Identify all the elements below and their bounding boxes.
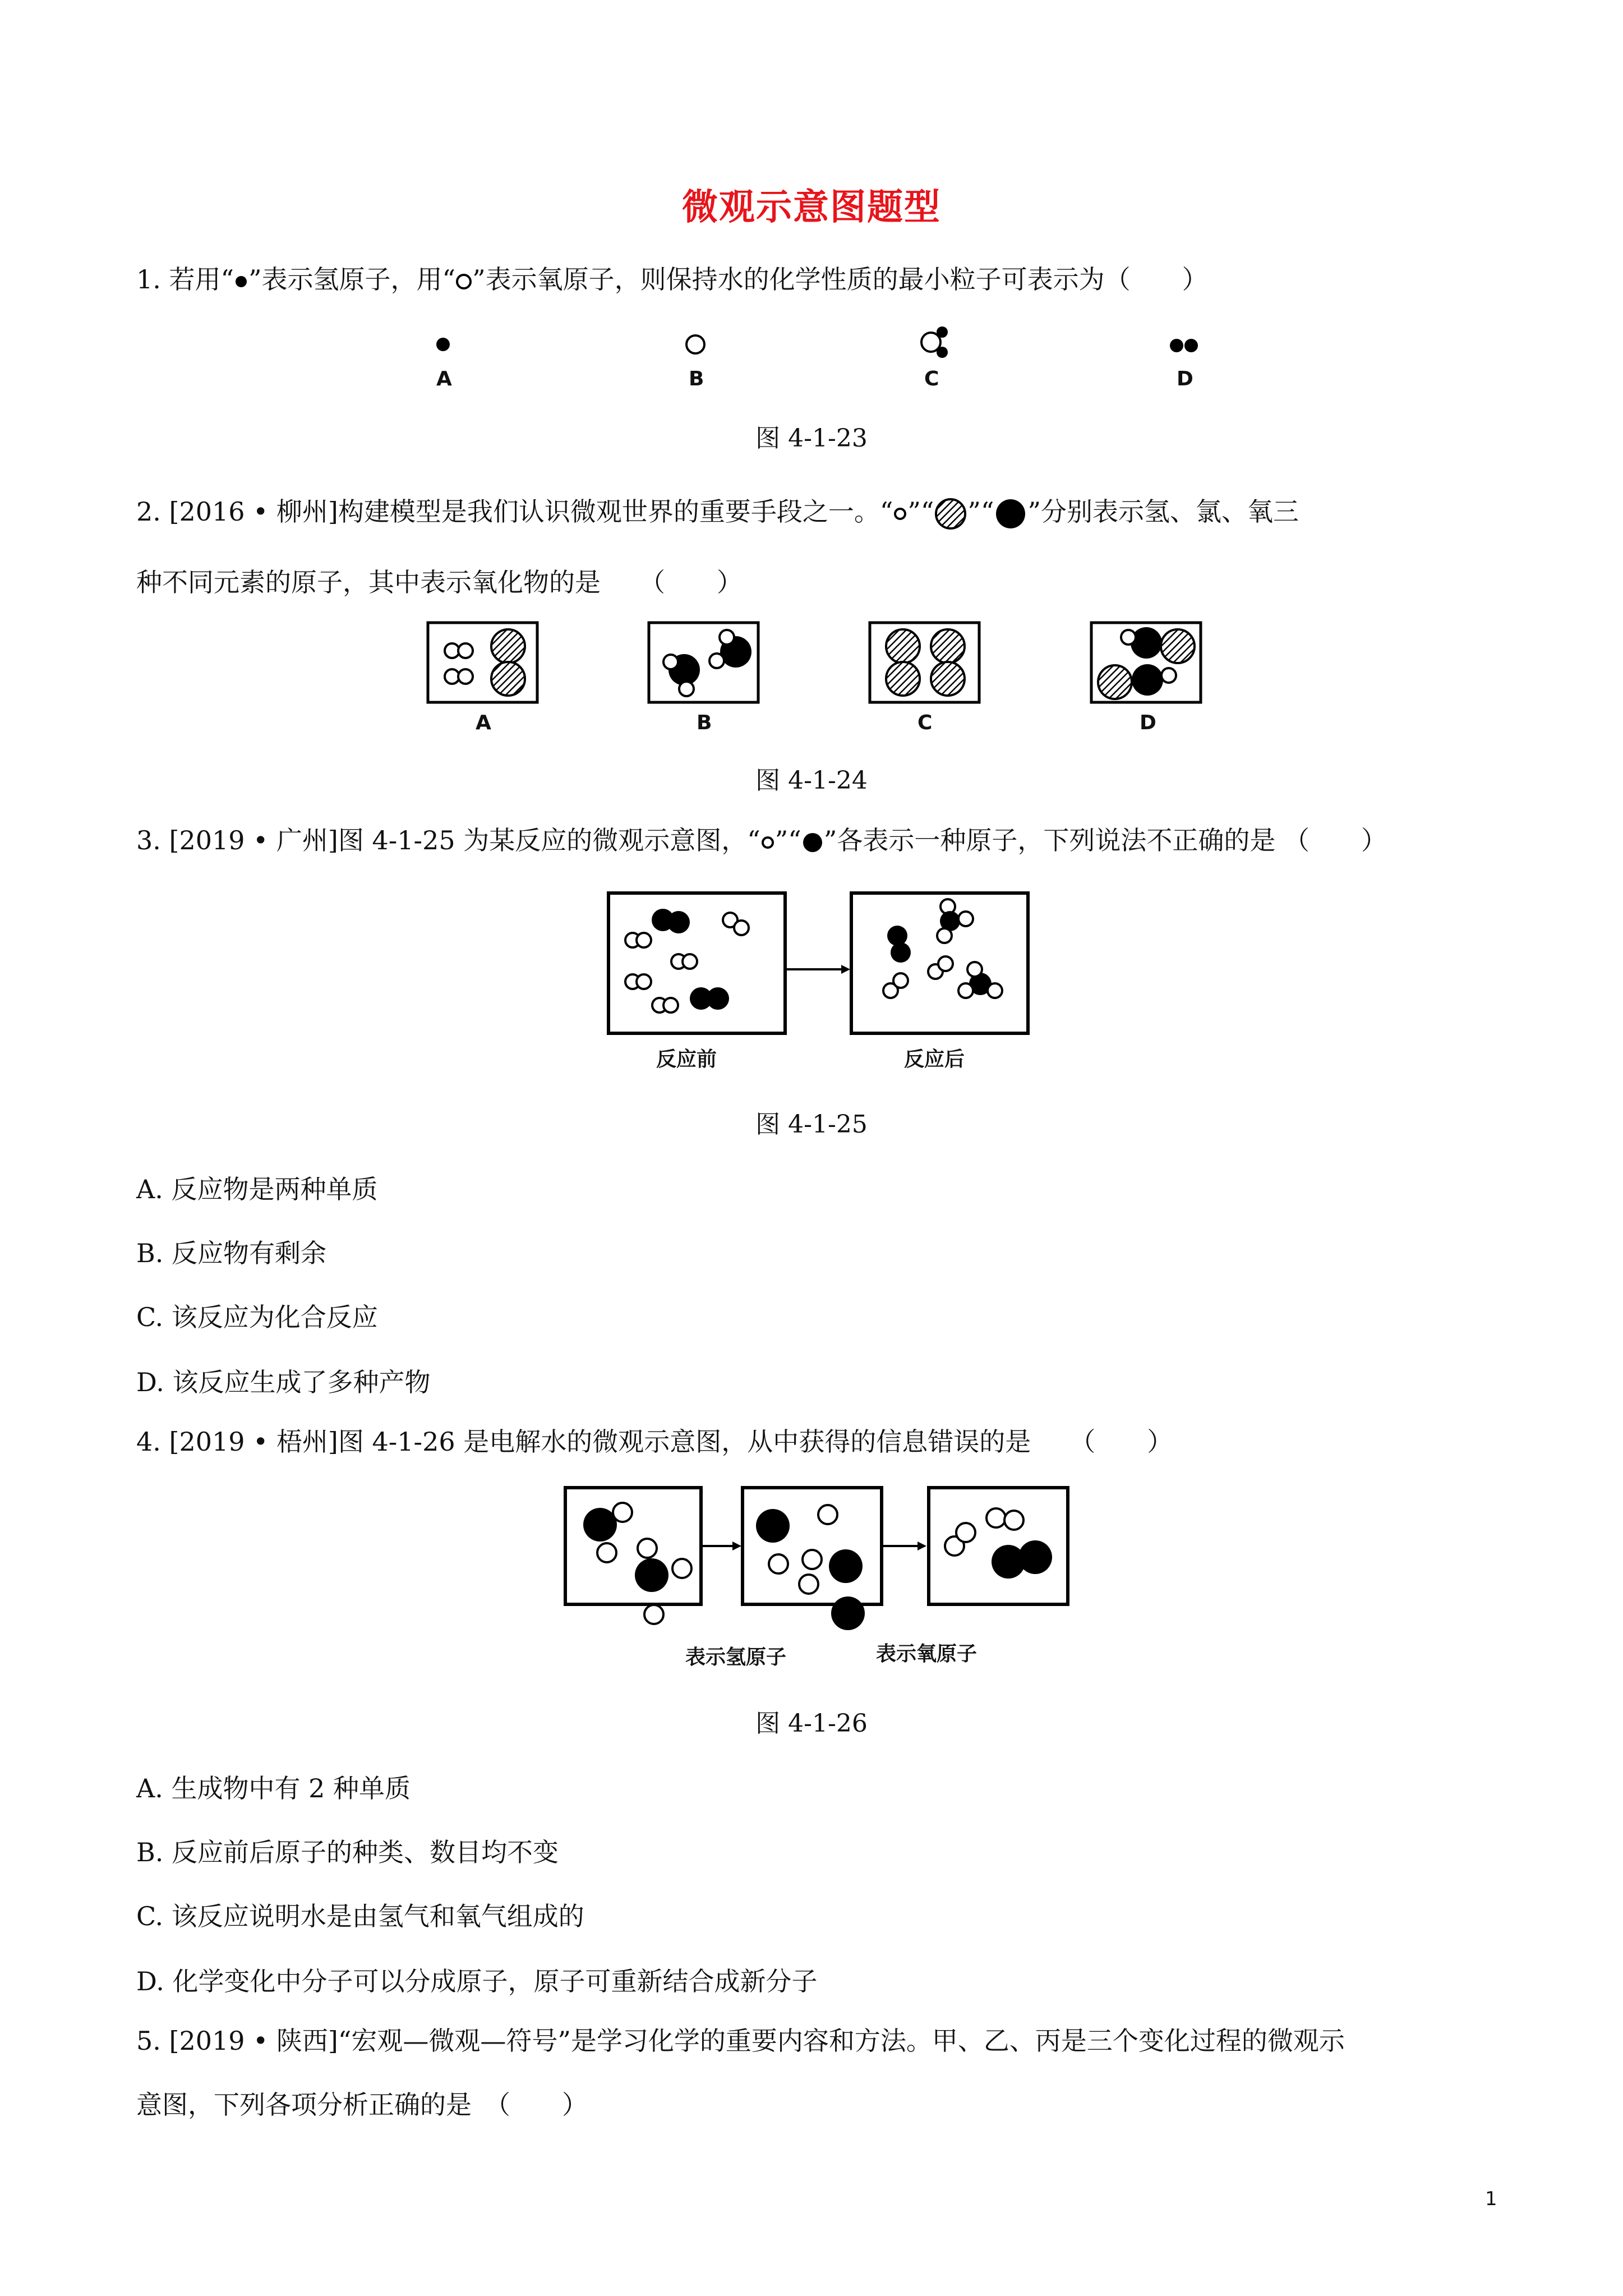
q2-option-c-box: [870, 623, 979, 702]
page-number: 1: [1485, 2188, 1497, 2210]
question-2-line-1: [136, 495, 1299, 531]
figure-caption-4-1-25: 图 4-1-25: [755, 1110, 868, 1139]
oxygen-atom-icon: [455, 273, 472, 290]
q3-text-c: ”各表示一种原子，下列说法不正确的是 （ ）: [823, 825, 1387, 855]
light-atom-icon: [760, 835, 775, 850]
q2-option-a-box: [428, 623, 537, 702]
q3-choice-c: C. 该反应为化合反应: [136, 1302, 378, 1332]
chlorine-atom-icon: [934, 497, 967, 531]
question-2-line-2: 种不同元素的原子，其中表示氧化物的是 （ ）: [136, 567, 743, 597]
question-5-line-2: 意图，下列各项分析正确的是 （ ）: [136, 2090, 588, 2120]
q1-option-b-particle: [686, 335, 704, 353]
oxygen-legend-icon: [831, 1596, 865, 1630]
q4-arrow-1: [701, 1542, 741, 1550]
hydrogen-legend-icon: [644, 1605, 663, 1624]
q1-option-d-molecule: [1170, 339, 1198, 352]
q3-before-box: [608, 893, 785, 1033]
q4-electrolysis-figure: [0, 1485, 1623, 1620]
hydrogen-atom-icon: [893, 507, 907, 521]
q2-option-b-label: B: [697, 711, 712, 734]
q3-reaction-figure: [0, 891, 1623, 1037]
question-3-text: [136, 823, 1387, 857]
q2-text-d: ”分别表示氢、氯、氧三: [1027, 496, 1299, 527]
q3-text-a: 3. [2019 • 广州]图 4-1-25 为某反应的微观示意图，“: [136, 825, 760, 855]
q3-text-b: ”“: [774, 825, 801, 855]
q3-reaction-arrow: [785, 965, 850, 974]
q3-after-label: 反应后: [904, 1048, 965, 1071]
oxygen-atom-icon: [994, 497, 1027, 531]
q4-choice-a: A. 生成物中有 2 种单质: [136, 1773, 411, 1803]
q3-after-box: [851, 893, 1028, 1033]
question-1-text: [136, 263, 1208, 296]
q3-choice-a: A. 反应物是两种单质: [136, 1174, 378, 1204]
q1-option-a-label: A: [436, 367, 452, 390]
q4-arrow-2: [882, 1542, 926, 1550]
q4-step-1-box: [565, 1488, 701, 1604]
q3-choice-d: D. 该反应生成了多种产物: [136, 1367, 431, 1397]
q3-choice-b: B. 反应物有剩余: [136, 1238, 327, 1268]
q2-option-a-label: A: [476, 711, 491, 734]
q2-options-figure: [0, 622, 1623, 706]
q2-text-a: 2. [2016 • 柳州]构建模型是我们认识微观世界的重要手段之一。“: [136, 496, 893, 527]
page-title: 微观示意图题型: [682, 186, 941, 228]
figure-caption-4-1-23: 图 4-1-23: [755, 424, 868, 453]
q1-option-c-molecule: [921, 326, 948, 358]
hydrogen-atom-icon: [234, 274, 248, 289]
q4-choice-c: C. 该反应说明水是由氢气和氧气组成的: [136, 1901, 584, 1931]
q4-legend-hydrogen-label: 表示氢原子: [685, 1646, 787, 1669]
dark-atom-icon: [801, 831, 824, 854]
q2-text-b: ”“: [907, 496, 934, 527]
q2-option-b-box: [649, 623, 758, 702]
q1-text-c: ”表示氧原子，则保持水的化学性质的最小粒子可表示为（ ）: [472, 264, 1208, 295]
q4-step-2-box: [743, 1488, 882, 1604]
q2-option-d-label: D: [1140, 711, 1156, 734]
q2-option-c-label: C: [917, 711, 933, 734]
q1-option-b-label: B: [689, 367, 704, 390]
q1-option-d-label: D: [1177, 367, 1193, 390]
q2-option-d-box: [1091, 623, 1201, 702]
q2-text-c: ”“: [967, 496, 994, 527]
q4-choice-d: D. 化学变化中分子可以分成原子，原子可重新结合成新分子: [136, 1966, 818, 1996]
figure-caption-4-1-26: 图 4-1-26: [755, 1709, 868, 1738]
q4-step-3-box: [929, 1488, 1068, 1604]
q3-before-label: 反应前: [656, 1048, 717, 1071]
q4-choice-b: B. 反应前后原子的种类、数目均不变: [136, 1837, 559, 1867]
q1-option-a-particle: [436, 338, 450, 351]
q1-option-c-label: C: [924, 367, 939, 390]
q4-legend-oxygen-label: 表示氧原子: [876, 1642, 978, 1665]
figure-caption-4-1-24: 图 4-1-24: [755, 766, 868, 795]
q1-text-b: ”表示氢原子，用“: [248, 264, 456, 295]
question-5-line-1: 5. [2019 • 陕西]“宏观—微观—符号”是学习化学的重要内容和方法。甲、乙、丙是三个变化过程的微观示: [136, 2026, 1345, 2056]
q1-options-figure: [0, 325, 1623, 359]
question-4-text: 4. [2019 • 梧州]图 4-1-26 是电解水的微观示意图，从中获得的信息错误的是 （ ）: [136, 1427, 1173, 1457]
q1-text-a: 1. 若用“: [136, 264, 234, 295]
